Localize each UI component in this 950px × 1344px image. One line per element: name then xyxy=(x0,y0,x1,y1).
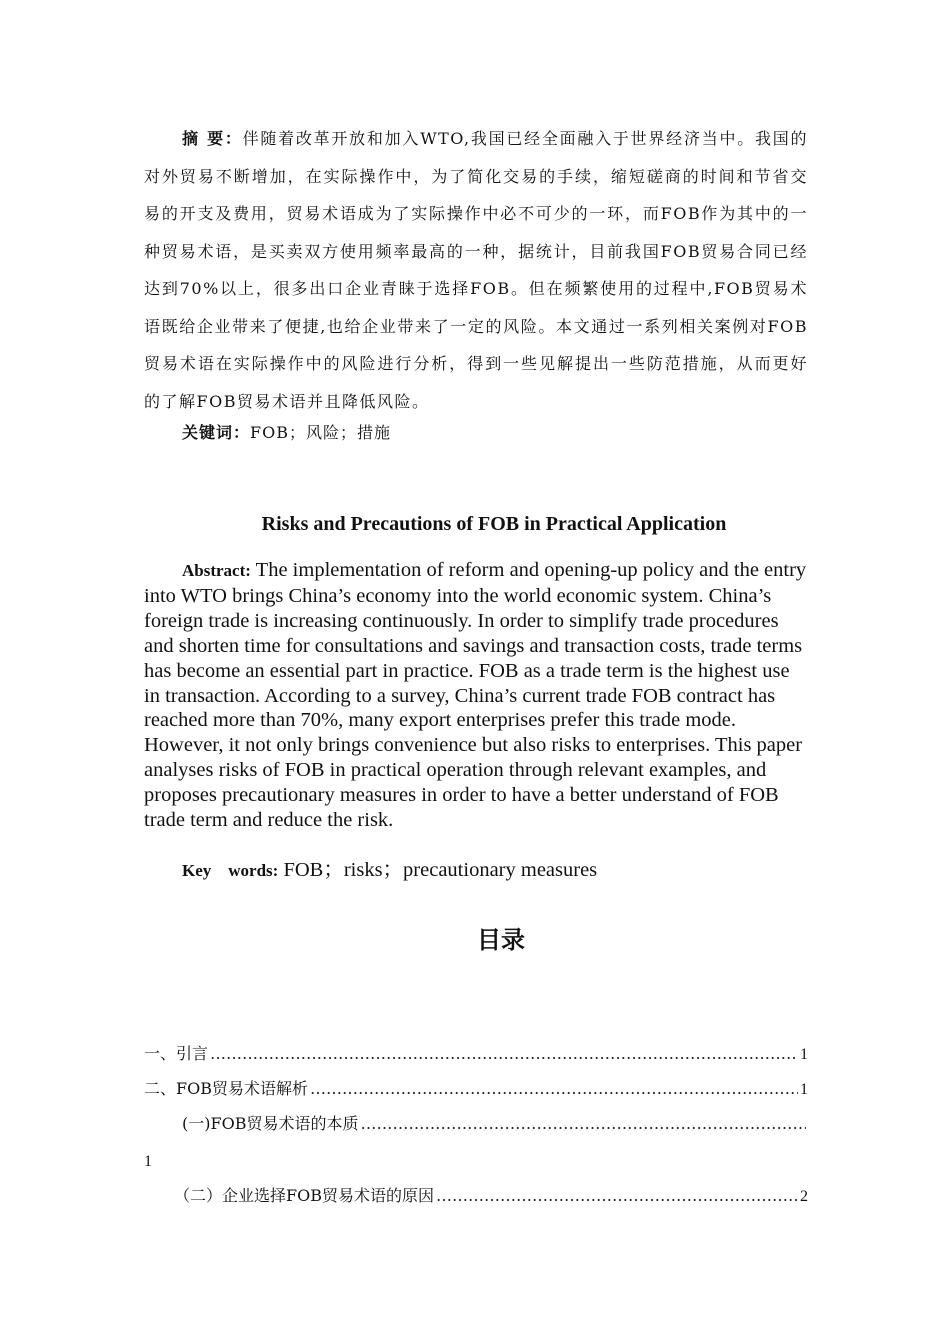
english-abstract xyxy=(144,558,808,833)
chinese-keywords-text: FOB；风险；措施 xyxy=(250,423,391,442)
toc-entry-label: 二、FOB贸易术语解析 xyxy=(144,1079,308,1098)
toc-entry-label: 一、引言 xyxy=(144,1044,209,1063)
toc-entry-page: 1 xyxy=(800,1046,808,1063)
toc-entry[interactable] xyxy=(182,1112,808,1136)
toc-leader-dots xyxy=(310,1077,798,1101)
toc-entry-page: 2 xyxy=(800,1188,808,1205)
english-title: Risks and Precautions of FOB in Practical Application xyxy=(261,513,727,535)
toc-entry-label: （二）企业选择FOB贸易术语的原因 xyxy=(174,1186,434,1205)
toc-entry-page: 1 xyxy=(144,1153,152,1170)
toc-entry-page: 1 xyxy=(800,1081,808,1098)
english-abstract-label: Abstract: xyxy=(182,561,251,580)
english-keywords-text: FOB；risks；precautionary measures xyxy=(278,859,598,881)
toc-leader-dots xyxy=(210,1042,798,1066)
chinese-keywords-label: 关键词： xyxy=(182,423,251,442)
toc-leader-dots xyxy=(360,1112,806,1136)
toc-title: 目录 xyxy=(477,926,525,954)
chinese-abstract-text: 伴随着改革开放和加入WTO,我国已经全面融入于世界经济当中。我国的对外贸易不断增加，在实际操作中，为了简化交易的手续，缩短磋商的时间和节省交易的开支及费用，贸易术语成为了实际操作中必不可少的一环，而FOB作为其中的一种贸易术语，是买卖双方使用频率最高的一种，据统计，目前我国FOB贸易合同已经达到70%以上，很多出口企业青睐于选择FOB。但在频繁使用的过程中,FOB贸易术语既给企业带来了便捷,也给企业带来了一定的风险。本文通过一系列相关案例对FOB贸易术语在实际操作中的风险进行分析，得到一些见解提出一些防范措施，从而更好的了解FOB贸易术语并且降低风险。 xyxy=(144,129,808,411)
toc-entry[interactable] xyxy=(144,1042,808,1067)
english-keywords-label: Key words: xyxy=(182,861,279,880)
toc-entry[interactable] xyxy=(174,1184,808,1209)
chinese-keywords xyxy=(182,418,391,448)
chinese-abstract xyxy=(144,120,808,420)
english-keywords xyxy=(182,856,597,885)
toc-entry-label: (一)FOB贸易术语的本质 xyxy=(182,1114,359,1133)
english-abstract-text: The implementation of reform and opening-up policy and the entry into WTO brings China’s economy into the world economic system. China’s foreign trade is increasing continuously. In order to simplify trade procedures and shorten time for consultations and savings and transaction costs, trade terms has become an essential part in practice. FOB as a trade term is the highest use in transaction. According to a survey, China’s current trade FOB contract has reached more than 70%, many export enterprises prefer this trade mode. However, it not only brings convenience but also risks to enterprises. This paper analyses risks of FOB in practical operation through relevant examples, and proposes precautionary measures in order to have a better understand of FOB trade term and reduce the risk. xyxy=(144,559,807,832)
chinese-abstract-label: 摘 要： xyxy=(182,129,243,148)
toc-entry[interactable] xyxy=(144,1077,808,1102)
toc-leader-dots xyxy=(436,1184,798,1208)
